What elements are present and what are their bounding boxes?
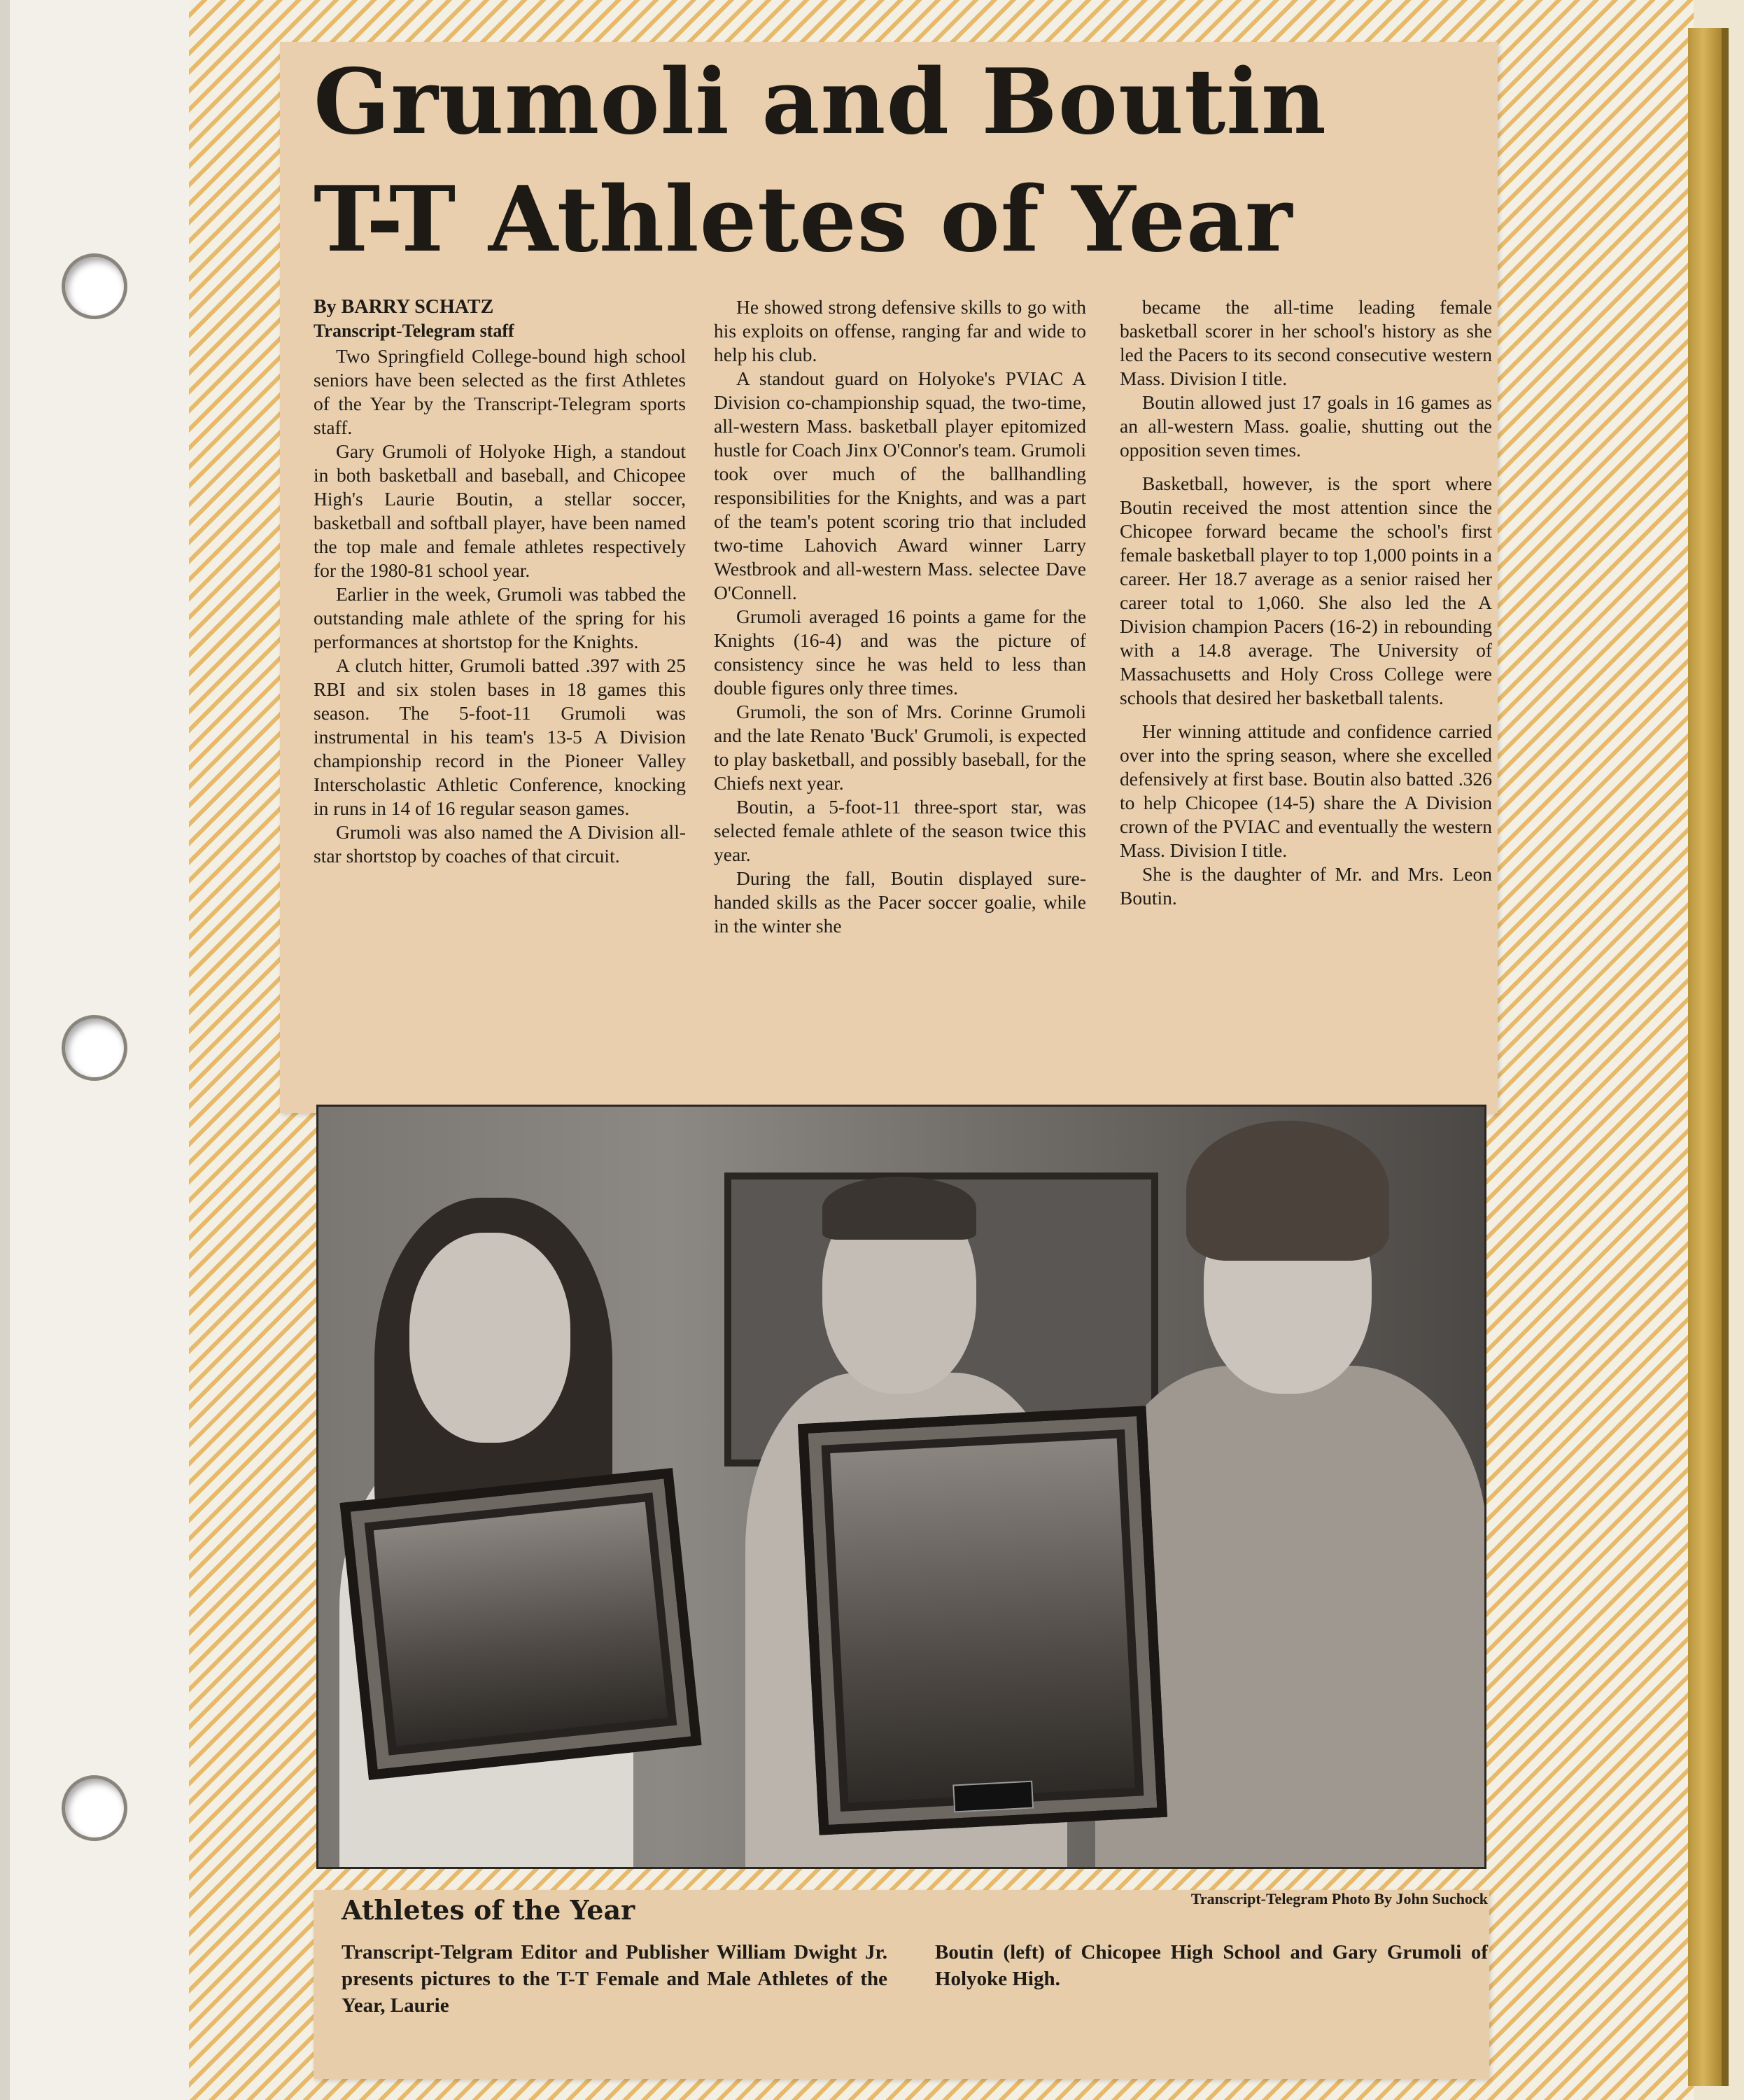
paragraph: Grumoli averaged 16 points a game for the Knights (16-4) and was the picture of consistency since he was held to less than double figures only three times.: [714, 606, 1086, 699]
photo-young-man-hair: [1186, 1121, 1389, 1261]
caption-title: Athletes of the Year: [342, 1894, 635, 1926]
article-column-1: [314, 295, 686, 1093]
paragraph: During the fall, Boutin displayed sure-handed skills as the Pacer soccer goalie, while in the winter she: [714, 867, 1086, 937]
paragraph: Boutin, a 5-foot-11 three-sport star, was selected female athlete of the season twice this year.: [714, 796, 1086, 865]
paragraph: Boutin allowed just 17 goals in 16 games as an all-western Mass. goalie, shutting out the opposition seven times.: [1120, 391, 1492, 461]
news-photo: [316, 1105, 1486, 1869]
paragraph: He showed strong defensive skills to go with his exploits on offense, ranging far and wide to help his club.: [714, 296, 1086, 365]
article-column-2: [714, 295, 1086, 1093]
framed-picture-image: [830, 1438, 1135, 1803]
binder-edge: [0, 0, 10, 2100]
binder-hole-top: [62, 253, 127, 319]
photo-editor-hair: [822, 1177, 976, 1240]
gold-page-edge: [1688, 28, 1722, 2086]
framed-soccer-picture: [340, 1468, 702, 1780]
frame-plaque: [952, 1781, 1034, 1813]
paragraph: Basketball, however, is the sport where Boutin received the most attention since the Chicopee forward became the school's first female basketball player to top 1,000 points in a career. Her 18.7 average as a senior raised her career total to 1,060. She also led the A Division champion Pacers (16-2) in rebounding with a 14.8 average. The University of Massachusetts and Holy Cross College were schools that desired her basketball talents.: [1120, 472, 1492, 708]
paragraph: became the all-time leading female basketball scorer in her school's history as she led the Pacers to its second consecutive western Mass. Division I title.: [1120, 296, 1492, 389]
paragraph: Her winning attitude and confidence carried over into the spring season, where she excelled defensively at first base. Boutin also batted .326 to help Chicopee (14-5) share the A Division crown of the PVIAC and eventually the western Mass. Division I title.: [1120, 720, 1492, 861]
paragraph: Earlier in the week, Grumoli was tabbed the outstanding male athlete of the spring for his performances at shortstop for the Knights.: [314, 583, 686, 652]
byline-staff: Transcript-Telegram staff: [314, 321, 514, 341]
article-column-3: [1120, 295, 1492, 1093]
byline: By BARRY SCHATZ: [314, 296, 494, 318]
paragraph: She is the daughter of Mr. and Mrs. Leon Boutin.: [1120, 863, 1492, 909]
paragraph: Grumoli, the son of Mrs. Corinne Grumoli and the late Renato 'Buck' Grumoli, is expected to play basketball, and possibly baseball, for the Chiefs next year.: [714, 701, 1086, 794]
photo-woman-face: [409, 1233, 570, 1443]
paragraph: A standout guard on Holyoke's PVIAC A Division co-championship squad, the two-time, all-western Mass. basketball player epitomized hustle for Coach Jinx O'Connor's team. Grumoli took over much of the ballhandling responsibilities for the Knights, and was a part of the team's potent scoring trio that included two-time Lahovich Award winner Larry Westbrook and all-western Mass. selectee Dave O'Connell.: [714, 368, 1086, 603]
framed-picture-image: [374, 1502, 668, 1746]
binder-hole-bottom: [62, 1775, 127, 1841]
headline-line-1: Grumoli and Boutin: [314, 50, 1327, 155]
paragraph: Grumoli was also named the A Division all-star shortstop by coaches of that circuit.: [314, 821, 686, 867]
framed-basketball-picture: [798, 1406, 1167, 1835]
paragraph: Gary Grumoli of Holyoke High, a standout in both basketball and baseball, and Chicopee High's Laurie Boutin, a stellar soccer, basketball and softball player, have been named the top male and female athletes respectively for the 1980-81 school year.: [314, 440, 686, 581]
headline-line-2: T-T Athletes of Year: [314, 167, 1293, 272]
binder-hole-middle: [62, 1015, 127, 1081]
paragraph: A clutch hitter, Grumoli batted .397 with 25 RBI and six stolen bases in 18 games this season. The 5-foot-11 Grumoli was instrumental in his team's 13-5 A Division championship record in the Pioneer Valley Interscholastic Athletic Conference, knocking in runs in 14 of 16 regular season games.: [314, 654, 686, 819]
gold-page-edge-shadow: [1722, 28, 1729, 2086]
paragraph: Two Springfield College-bound high school seniors have been selected as the first Athletes of the Year by the Transcript-Telegram sports staff.: [314, 345, 686, 438]
caption-text-left: Transcript-Telgram Editor and Publisher William Dwight Jr. presents pictures to the T-T Female and Male Athletes of the Year, Laurie: [342, 1941, 887, 2017]
caption-text-right: Boutin (left) of Chicopee High School and Gary Grumoli of Holyoke High.: [935, 1941, 1488, 1990]
headline: [314, 43, 1433, 279]
photo-credit: Transcript-Telegram Photo By John Suchock: [1190, 1890, 1488, 1907]
